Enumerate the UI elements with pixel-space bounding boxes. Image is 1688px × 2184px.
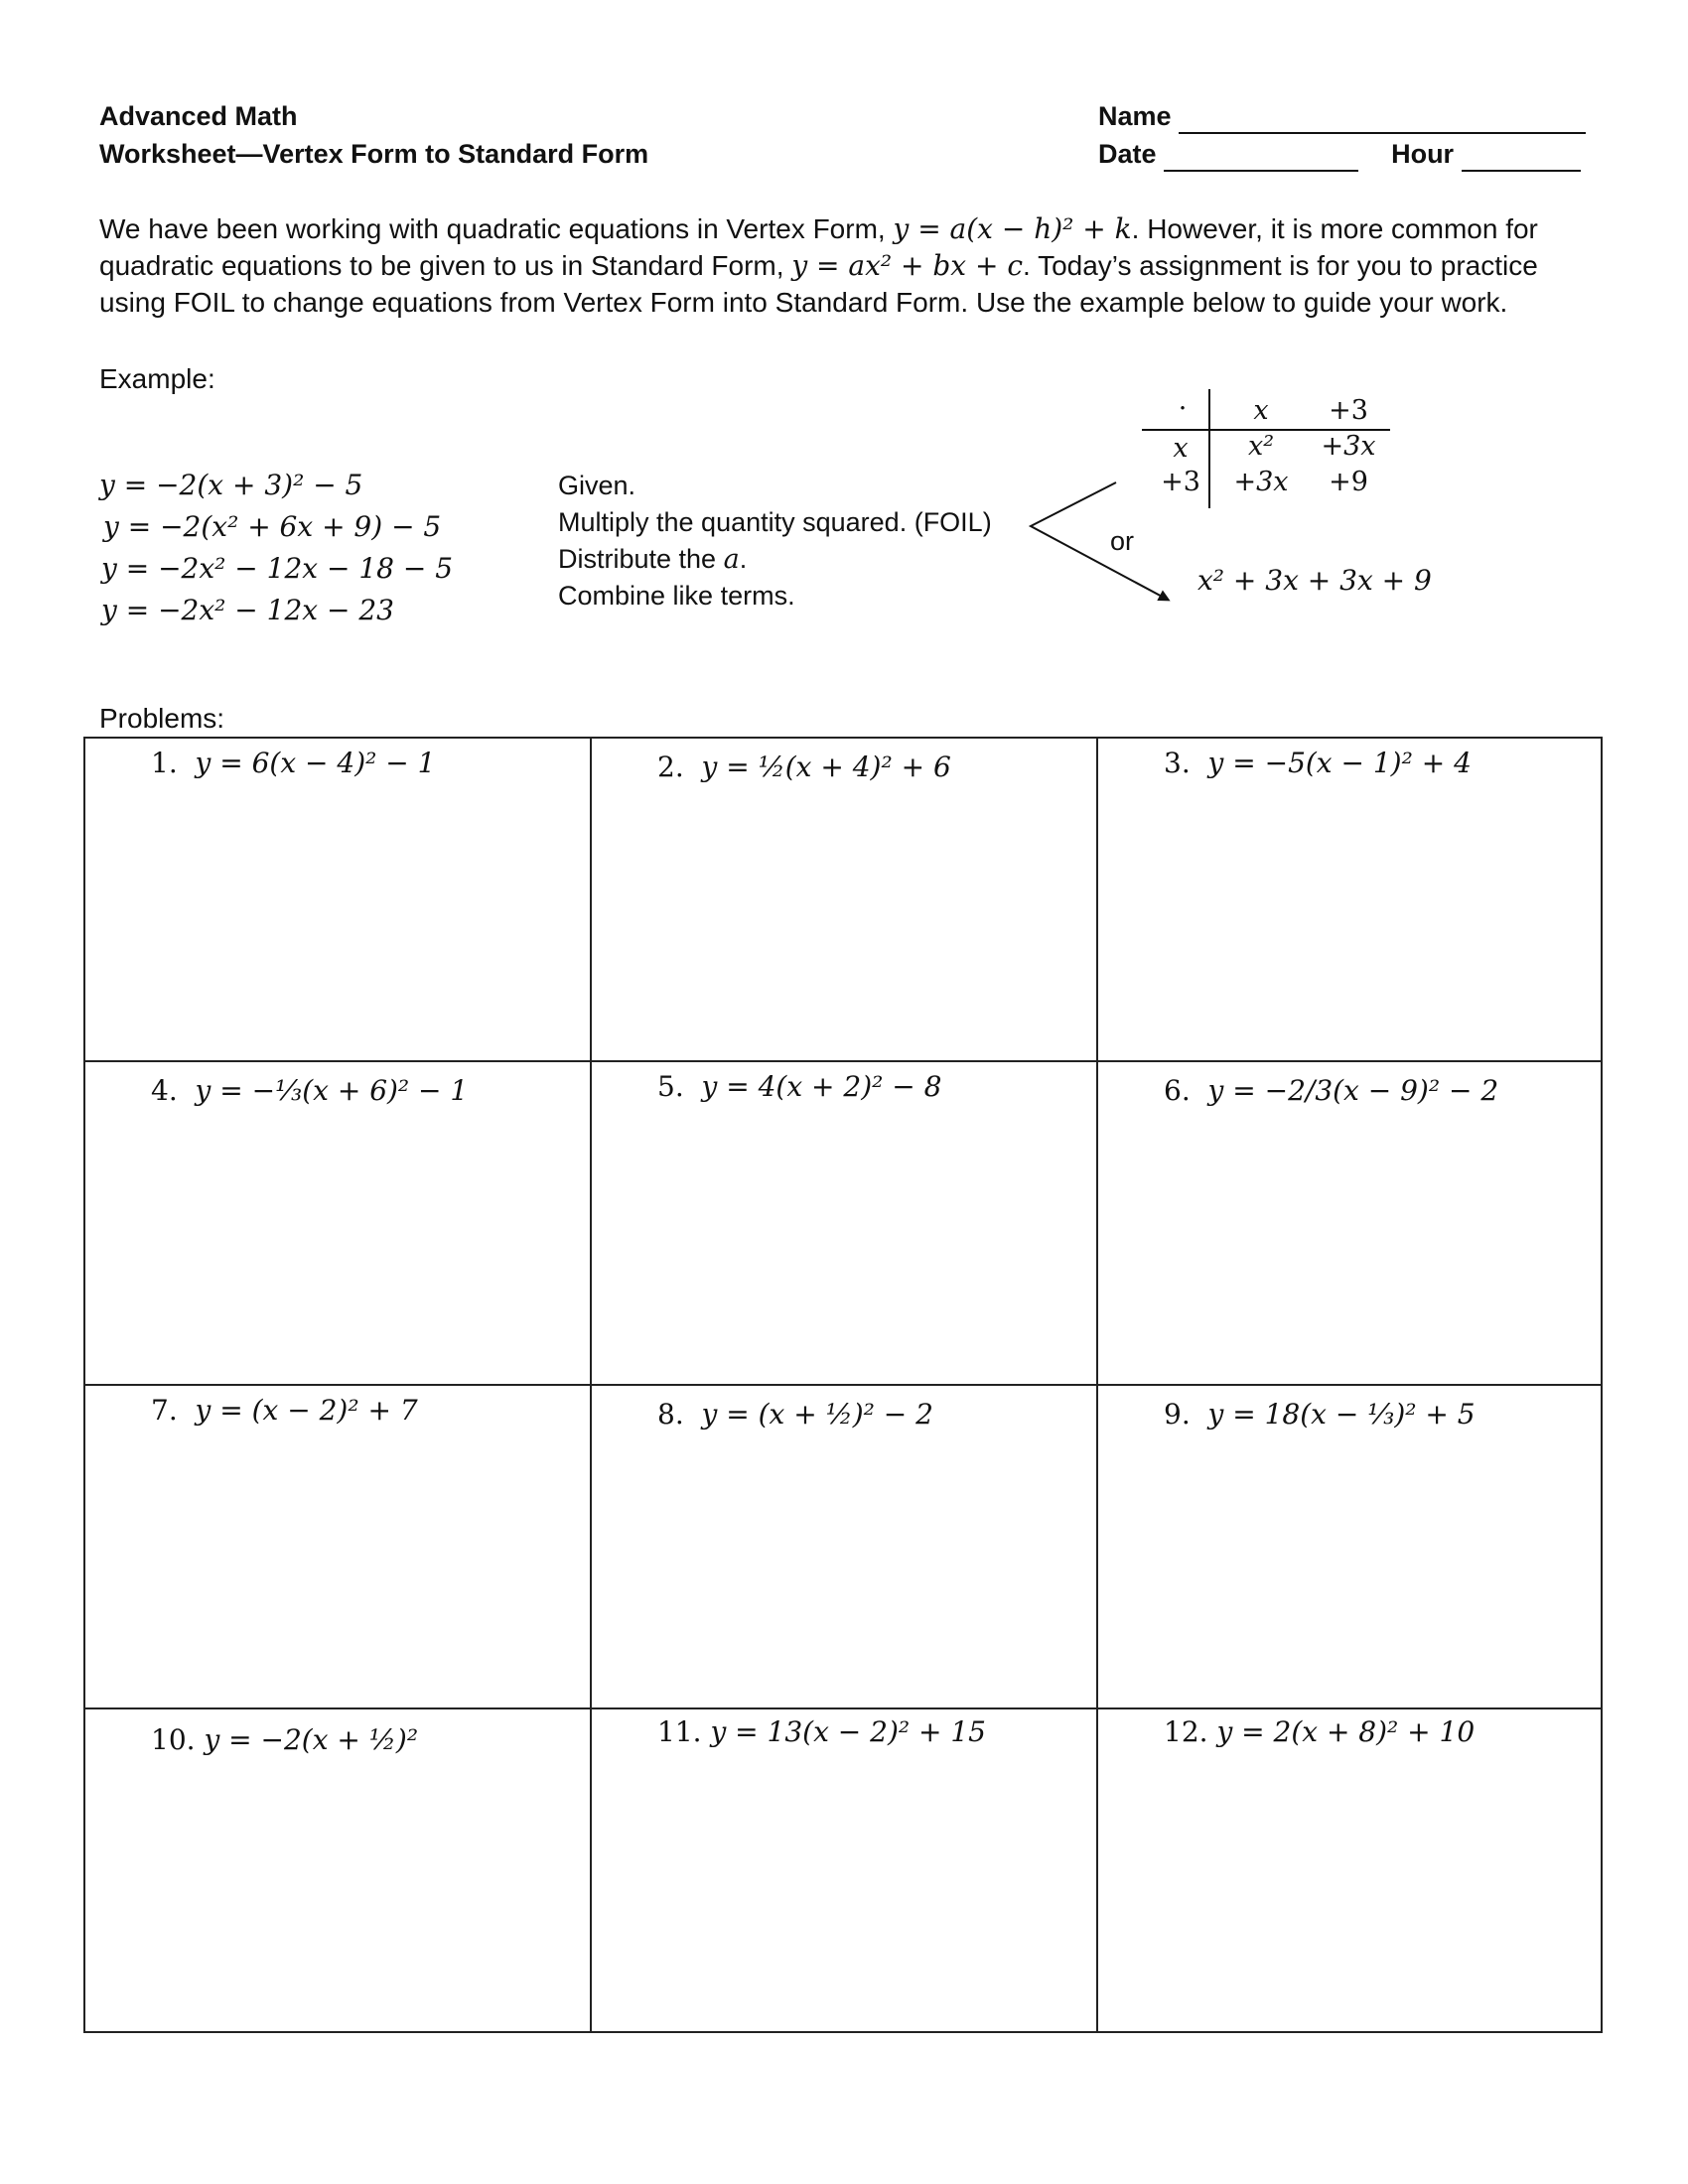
box-table-col-header-1: x xyxy=(1253,395,1269,426)
problem-cell-8[interactable] xyxy=(590,1384,1098,1709)
problem-7 xyxy=(151,1394,418,1427)
standard-form-equation: y = ax² + bx + c xyxy=(791,249,1024,282)
intro-text-1: We have been working with quadratic equations in Vertex Form, xyxy=(99,213,894,244)
problem-cell-6[interactable] xyxy=(1096,1060,1603,1386)
problem-number: 6. xyxy=(1164,1074,1191,1107)
step-variable: a xyxy=(723,544,740,575)
problem-number: 8. xyxy=(657,1398,684,1431)
example-equation-3: y = −2x² − 12x − 18 − 5 xyxy=(101,552,454,585)
example-equation-1: y = −2(x + 3)² − 5 xyxy=(99,469,363,501)
problem-cell-4[interactable] xyxy=(83,1060,592,1386)
arrow-path xyxy=(1031,482,1168,600)
problem-cell-2[interactable] xyxy=(590,737,1098,1062)
vertex-form-equation: y = a(x − h)² + k xyxy=(893,212,1132,245)
example-equation-4: y = −2x² − 12x − 23 xyxy=(101,594,394,626)
problem-8 xyxy=(657,1398,933,1431)
problem-number: 2. xyxy=(657,751,684,783)
box-table-cell-2-1: +3x xyxy=(1233,467,1289,497)
problem-equation: y = −2(x + ½)² xyxy=(204,1723,419,1756)
foil-result: x² + 3x + 3x + 9 xyxy=(1197,564,1432,597)
problem-equation: y = −2/3(x − 9)² − 2 xyxy=(1207,1074,1499,1107)
or-label: or xyxy=(1110,526,1135,556)
intro-text-3: . Today’s assignment is for you to practice using FOIL to change equations from Vertex Form into Standard Form. Use the example below to guide your work. xyxy=(99,250,1538,318)
problem-11 xyxy=(657,1715,986,1748)
problem-3 xyxy=(1164,747,1472,779)
problems-grid xyxy=(83,737,1603,2033)
problems-label: Problems: xyxy=(99,703,225,734)
problem-cell-11[interactable] xyxy=(590,1707,1098,2033)
problem-equation: y = −⅓(x + 6)² − 1 xyxy=(195,1074,469,1107)
problem-2 xyxy=(657,751,951,783)
problem-equation: y = 4(x + 2)² − 8 xyxy=(701,1070,942,1103)
problem-9 xyxy=(1164,1398,1476,1431)
problem-cell-12[interactable] xyxy=(1096,1707,1603,2033)
problem-number: 7. xyxy=(151,1394,178,1427)
problem-number: 1. xyxy=(151,747,178,779)
problem-12 xyxy=(1164,1715,1475,1748)
box-table-corner: · xyxy=(1178,393,1188,424)
box-table-row-header-1: x xyxy=(1173,433,1189,464)
problem-equation: y = −5(x − 1)² + 4 xyxy=(1207,747,1472,779)
hour-label: Hour xyxy=(1391,139,1455,169)
course-title: Advanced Math xyxy=(99,101,298,131)
example-step-2: Multiply the quantity squared. (FOIL) xyxy=(558,507,992,537)
problem-equation: y = ½(x + 4)² + 6 xyxy=(701,751,951,783)
example-step-3: Distribute the a. xyxy=(558,544,748,575)
box-table-col-header-2: +3 xyxy=(1329,395,1368,426)
name-label: Name xyxy=(1098,101,1172,131)
problem-number: 4. xyxy=(151,1074,178,1107)
problem-equation: y = 2(x + 8)² + 10 xyxy=(1216,1715,1476,1748)
problem-6 xyxy=(1164,1074,1498,1107)
problem-equation: y = 13(x − 2)² + 15 xyxy=(710,1715,986,1748)
problem-cell-5[interactable] xyxy=(590,1060,1098,1386)
problem-equation: y = 18(x − ⅓)² + 5 xyxy=(1207,1398,1476,1431)
box-table-cell-1-2: +3x xyxy=(1321,431,1376,462)
problem-number: 12. xyxy=(1164,1715,1208,1748)
problem-number: 11. xyxy=(657,1715,702,1748)
problem-cell-3[interactable] xyxy=(1096,737,1603,1062)
intro-text-2: . However, it is more common for quadratic equations to be given to us in Standard Form, xyxy=(99,213,1538,281)
date-label: Date xyxy=(1098,139,1157,169)
problem-number: 10. xyxy=(151,1723,196,1756)
problem-equation: y = (x + ½)² − 2 xyxy=(701,1398,933,1431)
example-equation-2: y = −2(x² + 6x + 9) − 5 xyxy=(103,510,442,543)
problem-number: 5. xyxy=(657,1070,684,1103)
problem-10 xyxy=(151,1723,418,1756)
problem-5 xyxy=(657,1070,941,1103)
problem-cell-1[interactable] xyxy=(83,737,592,1062)
box-table-cell-2-2: +9 xyxy=(1329,467,1368,497)
box-table-row-header-2: +3 xyxy=(1161,467,1200,497)
problem-equation: y = (x − 2)² + 7 xyxy=(195,1394,418,1427)
problem-1 xyxy=(151,747,435,779)
example-label: Example: xyxy=(99,363,215,394)
box-table-cell-1-1: x² xyxy=(1247,431,1275,462)
worksheet-title: Worksheet—Vertex Form to Standard Form xyxy=(99,139,649,169)
problem-equation: y = 6(x − 4)² − 1 xyxy=(195,747,436,779)
example-step-4: Combine like terms. xyxy=(558,581,795,611)
problem-number: 9. xyxy=(1164,1398,1191,1431)
example-step-1: Given. xyxy=(558,471,636,500)
problem-cell-9[interactable] xyxy=(1096,1384,1603,1709)
problem-number: 3. xyxy=(1164,747,1191,779)
problem-4 xyxy=(151,1074,468,1107)
problem-cell-7[interactable] xyxy=(83,1384,592,1709)
problem-cell-10[interactable] xyxy=(83,1707,592,2033)
